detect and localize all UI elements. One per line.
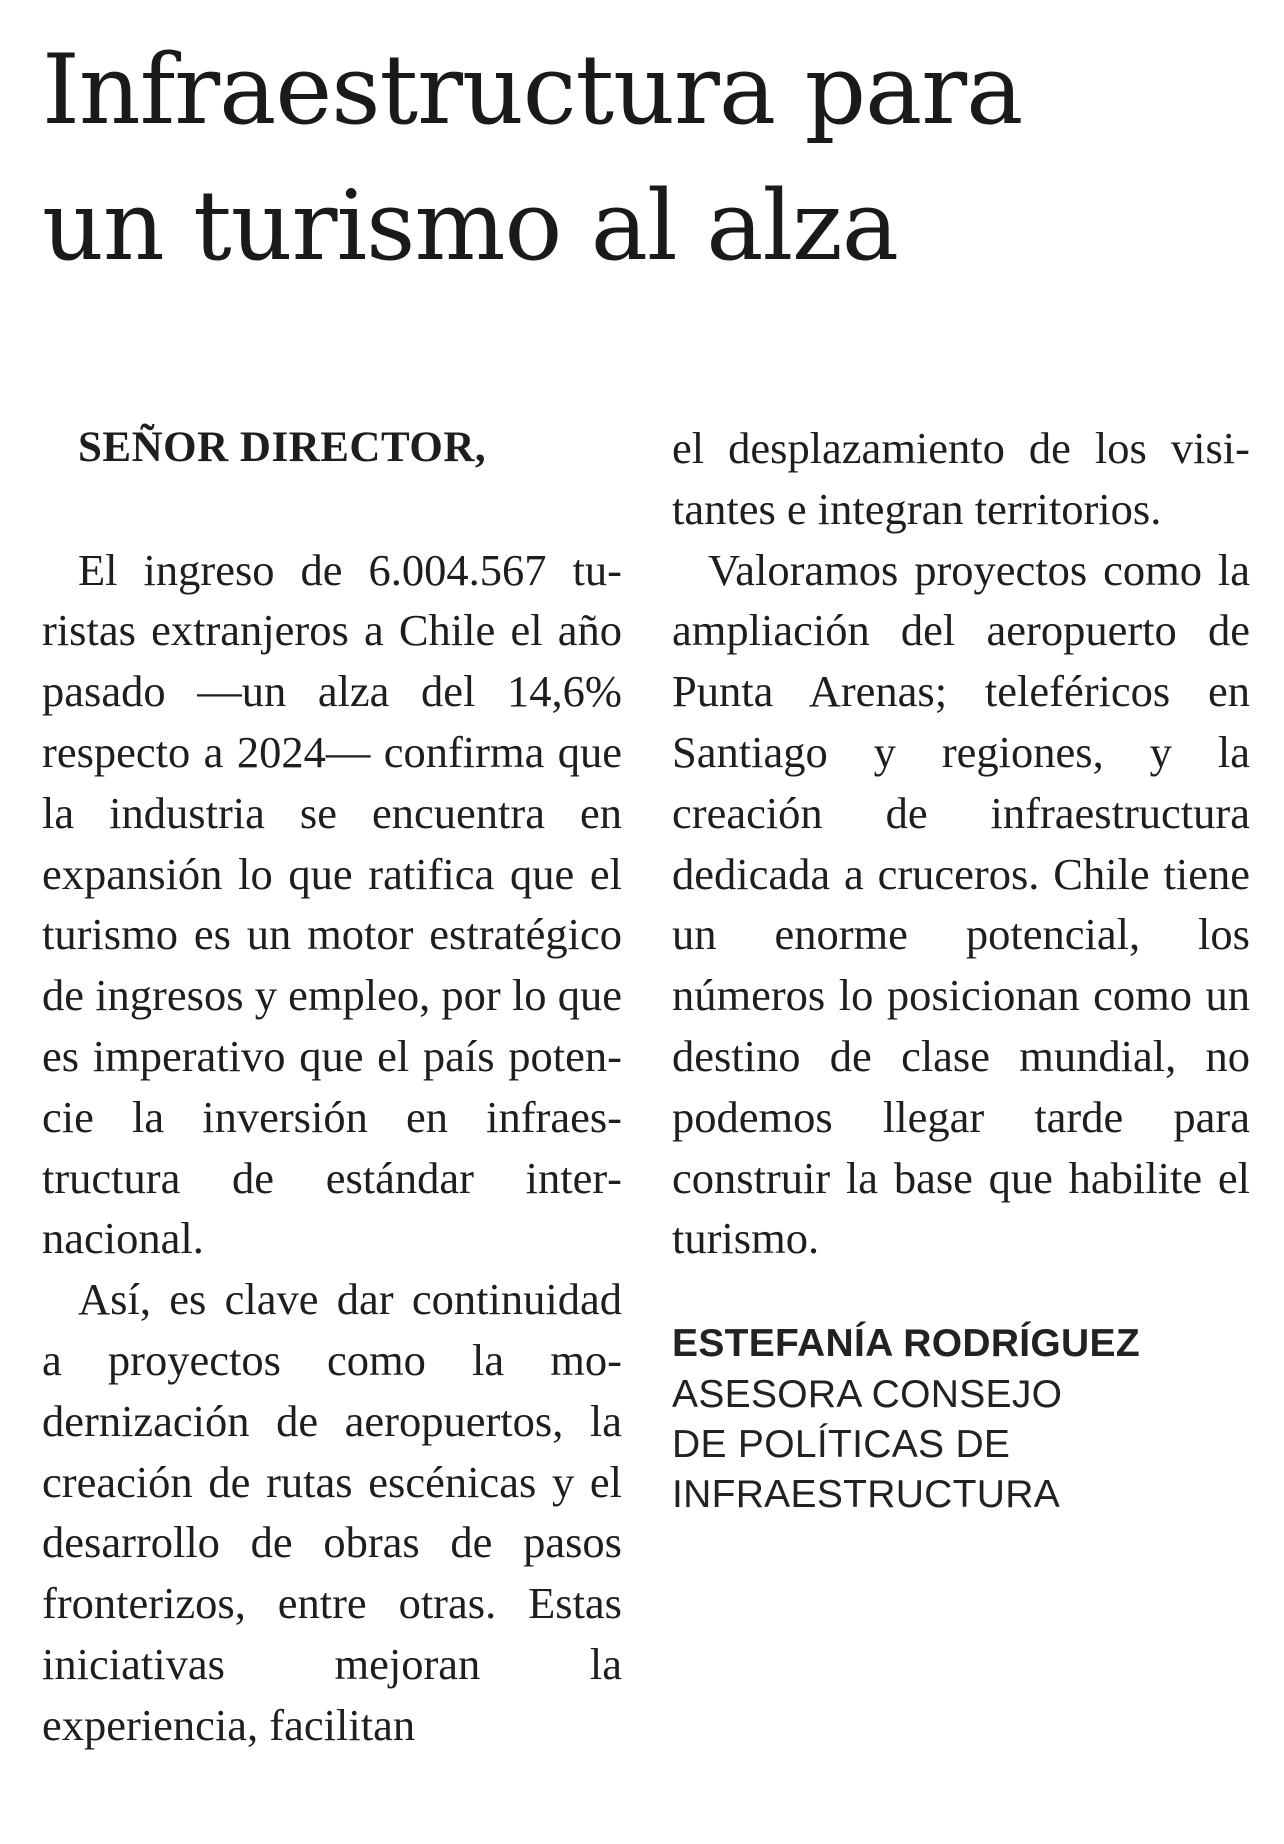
signature-block: [672, 1318, 1232, 1520]
headline-line-2: un turismo al alza: [42, 170, 898, 282]
paragraph-2-continued: el desplazamiento de los visitantes e integran territorios.: [672, 423, 1250, 534]
author-role-line-3: INFRAESTRUCTURA: [672, 1473, 1061, 1516]
author-role-line-1: ASESORA CONSEJO: [672, 1373, 1063, 1416]
paragraph-2: Así, es clave dar continuidad a proyectos como la modernización de aeropuertos, la creación de rutas escénicas y el desarrollo de obras de pasos fronterizos, entre otras. Estas iniciativas mejoran la experiencia, facilitan: [42, 1274, 622, 1750]
headline: [42, 22, 1262, 294]
headline-line-1: Infraestructura para: [42, 34, 1023, 146]
right-column: [672, 418, 1250, 1269]
paragraph-1: El ingreso de 6.004.567 turistas extranjeros a Chile el año pasado —un alza del 14,6% respecto a 2024— confirma que la industria se encuentra en expansión lo que ratifica que el turismo es un motor estratégico de ingresos y empleo, por lo que es imperativo que el país potencie la inversión en infraestructura de estándar internacional.: [42, 544, 622, 1264]
salutation: SEÑOR DIRECTOR,: [78, 424, 487, 471]
author-role-line-2: DE POLÍTICAS DE: [672, 1423, 1011, 1466]
paragraph-3: Valoramos proyectos como la ampliación del aeropuerto de Punta Arenas; teleféricos en Santiago y regiones, y la creación de infraestructura dedicada a cruceros. Chile tiene un enorme potencial, los números lo posicionan como un destino de clase mundial, no podemos llegar tarde para construir la base que habilite el turismo.: [672, 544, 1250, 1264]
left-column: [42, 418, 622, 1756]
author-name: ESTEFANÍA RODRÍGUEZ: [672, 1322, 1140, 1365]
